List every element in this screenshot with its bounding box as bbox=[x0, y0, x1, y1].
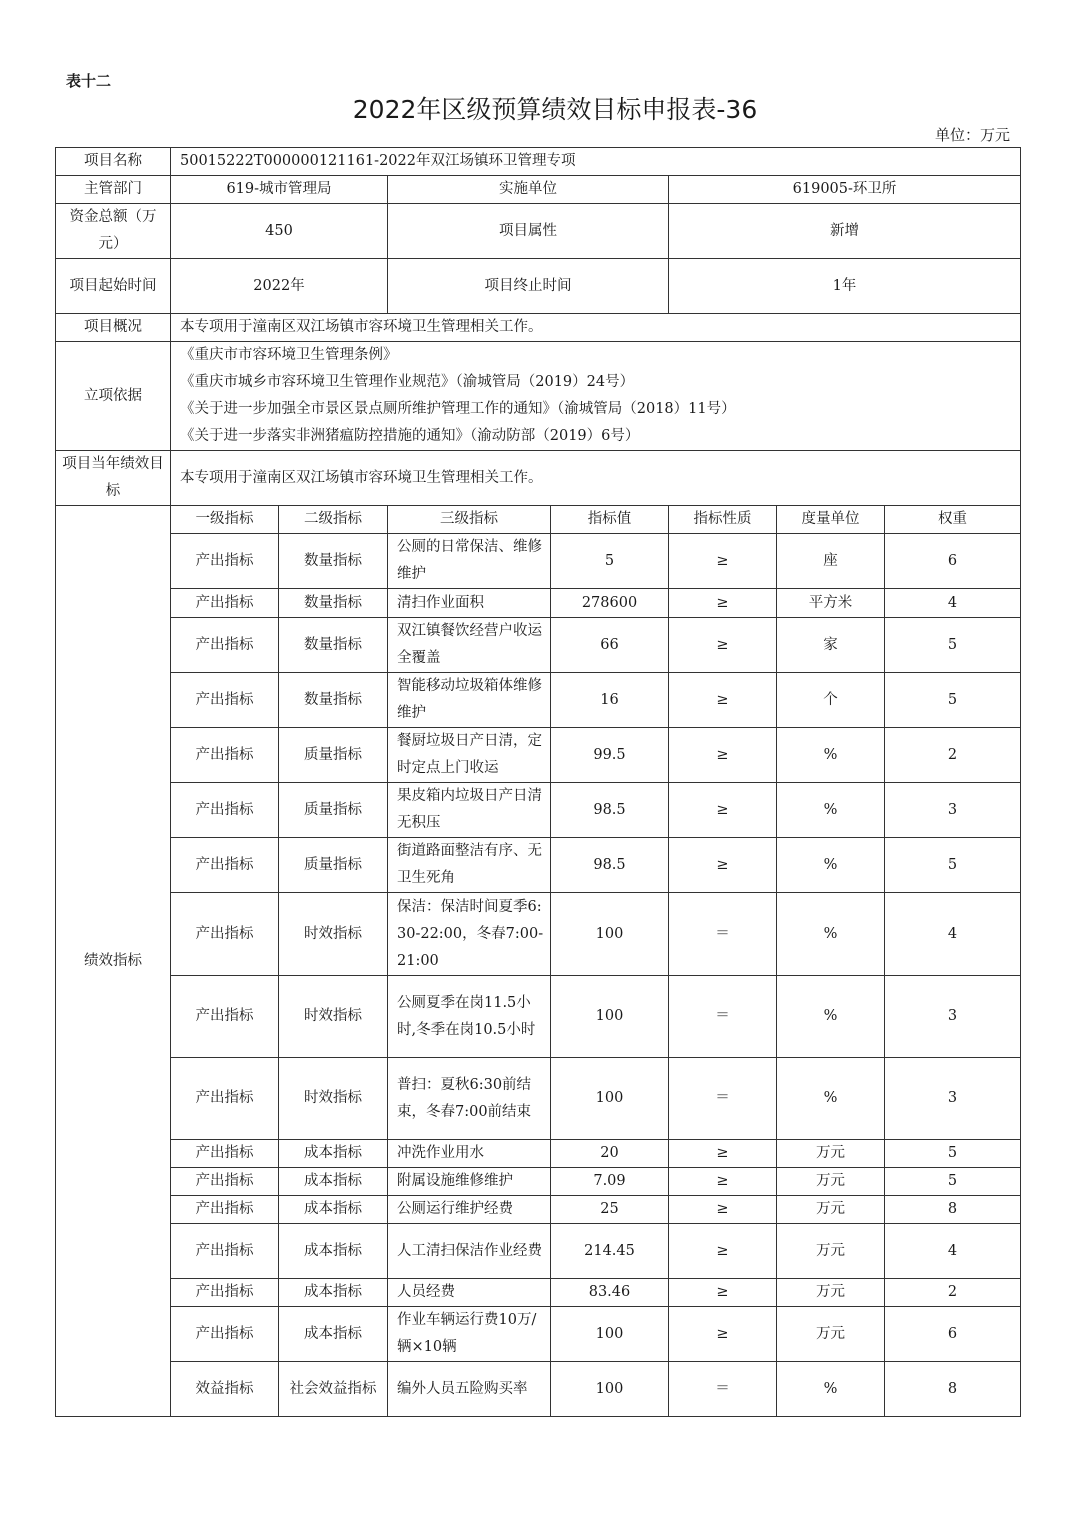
fund-value: 450 bbox=[171, 204, 388, 259]
level1-cell: 产出指标 bbox=[171, 1224, 279, 1279]
value-cell: 100 bbox=[551, 1307, 669, 1362]
level1-cell: 产出指标 bbox=[171, 728, 279, 783]
basis-item: 《重庆市城乡市容环境卫生管理作业规范》（渝城管局（2019）24号） bbox=[180, 374, 635, 390]
indicator-row bbox=[56, 728, 1021, 783]
level1-cell: 产出指标 bbox=[171, 783, 279, 838]
weight-cell: 5 bbox=[885, 1140, 1021, 1168]
nature-cell: ≥ bbox=[669, 534, 777, 589]
column-header: 二级指标 bbox=[279, 506, 388, 534]
level2-cell: 成本指标 bbox=[279, 1279, 388, 1307]
column-header: 一级指标 bbox=[171, 506, 279, 534]
attribute-label: 项目属性 bbox=[388, 204, 669, 259]
implementer-label: 实施单位 bbox=[388, 176, 669, 204]
level1-cell: 产出指标 bbox=[171, 1196, 279, 1224]
level2-cell: 数量指标 bbox=[279, 618, 388, 673]
nature-cell: ＝ bbox=[669, 1362, 777, 1417]
level2-cell: 质量指标 bbox=[279, 783, 388, 838]
column-header: 指标性质 bbox=[669, 506, 777, 534]
level3-cell: 普扫：夏秋6:30前结束，冬春7:00前结束 bbox=[388, 1058, 551, 1140]
nature-cell: ≥ bbox=[669, 1307, 777, 1362]
level3-cell: 清扫作业面积 bbox=[388, 589, 551, 618]
indicator-row bbox=[56, 534, 1021, 589]
value-cell: 66 bbox=[551, 618, 669, 673]
column-header: 三级指标 bbox=[388, 506, 551, 534]
weight-cell: 3 bbox=[885, 976, 1021, 1058]
unit-cell: 万元 bbox=[777, 1224, 885, 1279]
level3-cell: 街道路面整洁有序、无卫生死角 bbox=[388, 838, 551, 893]
value-cell: 16 bbox=[551, 673, 669, 728]
weight-cell: 8 bbox=[885, 1196, 1021, 1224]
project-name-label: 项目名称 bbox=[56, 148, 171, 176]
level2-cell: 成本指标 bbox=[279, 1196, 388, 1224]
column-header: 度量单位 bbox=[777, 506, 885, 534]
level2-cell: 成本指标 bbox=[279, 1307, 388, 1362]
indicator-row bbox=[56, 893, 1021, 976]
indicator-row bbox=[56, 618, 1021, 673]
indicator-row bbox=[56, 1362, 1021, 1417]
indicator-header-row bbox=[56, 506, 1021, 534]
weight-cell: 4 bbox=[885, 893, 1021, 976]
basis-item: 《重庆市市容环境卫生管理条例》 bbox=[180, 347, 398, 363]
value-cell: 214.45 bbox=[551, 1224, 669, 1279]
level2-cell: 质量指标 bbox=[279, 838, 388, 893]
indicator-row bbox=[56, 589, 1021, 618]
unit-cell: % bbox=[777, 728, 885, 783]
basis-item: 《关于进一步加强全市景区景点厕所维护管理工作的通知》（渝城管局（2018）11号） bbox=[180, 401, 736, 417]
level2-cell: 社会效益指标 bbox=[279, 1362, 388, 1417]
unit-cell: 万元 bbox=[777, 1196, 885, 1224]
unit-cell: 家 bbox=[777, 618, 885, 673]
row-goal bbox=[56, 451, 1021, 506]
nature-cell: ≥ bbox=[669, 783, 777, 838]
unit-cell: % bbox=[777, 783, 885, 838]
page-title: 2022年区级预算绩效目标申报表-36 bbox=[352, 95, 758, 124]
level1-cell: 产出指标 bbox=[171, 838, 279, 893]
nature-cell: ≥ bbox=[669, 618, 777, 673]
unit-cell: % bbox=[777, 838, 885, 893]
level1-cell: 产出指标 bbox=[171, 1058, 279, 1140]
attribute-value: 新增 bbox=[669, 204, 1021, 259]
level3-cell: 公厕的日常保洁、维修维护 bbox=[388, 534, 551, 589]
row-project-name bbox=[56, 148, 1021, 176]
nature-cell: ＝ bbox=[669, 976, 777, 1058]
column-header: 权重 bbox=[885, 506, 1021, 534]
unit-cell: 个 bbox=[777, 673, 885, 728]
value-cell: 98.5 bbox=[551, 783, 669, 838]
department-value: 619-城市管理局 bbox=[171, 176, 388, 204]
basis-item: 《关于进一步落实非洲猪瘟防控措施的通知》（渝动防部（2019）6号） bbox=[180, 428, 640, 444]
level1-cell: 产出指标 bbox=[171, 1307, 279, 1362]
indicator-row bbox=[56, 1224, 1021, 1279]
weight-cell: 3 bbox=[885, 783, 1021, 838]
indicators-section-label: 绩效指标 bbox=[56, 506, 171, 1417]
level2-cell: 成本指标 bbox=[279, 1224, 388, 1279]
row-department bbox=[56, 176, 1021, 204]
level2-cell: 时效指标 bbox=[279, 1058, 388, 1140]
level1-cell: 产出指标 bbox=[171, 893, 279, 976]
level3-cell: 公厕运行维护经费 bbox=[388, 1196, 551, 1224]
project-name-value: 50015222T000000121161-2022年双江场镇环卫管理专项 bbox=[171, 148, 1021, 176]
indicator-row bbox=[56, 838, 1021, 893]
unit-cell: 万元 bbox=[777, 1168, 885, 1196]
fund-label: 资金总额（万元） bbox=[56, 204, 171, 259]
indicator-row bbox=[56, 1307, 1021, 1362]
basis-list bbox=[171, 342, 1021, 451]
indicator-row bbox=[56, 673, 1021, 728]
end-time-label: 项目终止时间 bbox=[388, 259, 669, 314]
indicator-row bbox=[56, 976, 1021, 1058]
unit-cell: % bbox=[777, 976, 885, 1058]
unit-cell: 平方米 bbox=[777, 589, 885, 618]
level3-cell: 人员经费 bbox=[388, 1279, 551, 1307]
level1-cell: 产出指标 bbox=[171, 589, 279, 618]
overview-label: 项目概况 bbox=[56, 314, 171, 342]
level3-cell: 果皮箱内垃圾日产日清无积压 bbox=[388, 783, 551, 838]
level1-cell: 产出指标 bbox=[171, 1279, 279, 1307]
row-period bbox=[56, 259, 1021, 314]
indicator-row bbox=[56, 1168, 1021, 1196]
weight-cell: 5 bbox=[885, 673, 1021, 728]
value-cell: 100 bbox=[551, 1362, 669, 1417]
indicator-row bbox=[56, 1196, 1021, 1224]
value-cell: 83.46 bbox=[551, 1279, 669, 1307]
level3-cell: 冲洗作业用水 bbox=[388, 1140, 551, 1168]
value-cell: 278600 bbox=[551, 589, 669, 618]
department-label: 主管部门 bbox=[56, 176, 171, 204]
weight-cell: 4 bbox=[885, 589, 1021, 618]
weight-cell: 5 bbox=[885, 838, 1021, 893]
level1-cell: 产出指标 bbox=[171, 534, 279, 589]
start-time-value: 2022年 bbox=[171, 259, 388, 314]
level2-cell: 数量指标 bbox=[279, 534, 388, 589]
level1-cell: 产出指标 bbox=[171, 673, 279, 728]
goal-label: 项目当年绩效目标 bbox=[56, 451, 171, 506]
goal-value: 本专项用于潼南区双江场镇市容环境卫生管理相关工作。 bbox=[171, 451, 1021, 506]
weight-cell: 8 bbox=[885, 1362, 1021, 1417]
value-cell: 20 bbox=[551, 1140, 669, 1168]
unit-cell: % bbox=[777, 1058, 885, 1140]
level3-cell: 编外人员五险购买率 bbox=[388, 1362, 551, 1417]
level2-cell: 时效指标 bbox=[279, 893, 388, 976]
value-cell: 100 bbox=[551, 893, 669, 976]
nature-cell: ≥ bbox=[669, 728, 777, 783]
level2-cell: 成本指标 bbox=[279, 1168, 388, 1196]
weight-cell: 5 bbox=[885, 1168, 1021, 1196]
level1-cell: 产出指标 bbox=[171, 1168, 279, 1196]
indicator-row bbox=[56, 1279, 1021, 1307]
basis-label: 立项依据 bbox=[56, 342, 171, 451]
nature-cell: ≥ bbox=[669, 1224, 777, 1279]
level1-cell: 产出指标 bbox=[171, 618, 279, 673]
weight-cell: 2 bbox=[885, 1279, 1021, 1307]
nature-cell: ≥ bbox=[669, 673, 777, 728]
value-cell: 100 bbox=[551, 976, 669, 1058]
weight-cell: 6 bbox=[885, 1307, 1021, 1362]
value-cell: 99.5 bbox=[551, 728, 669, 783]
level3-cell: 公厕夏季在岗11.5小时,冬季在岗10.5小时 bbox=[388, 976, 551, 1058]
weight-cell: 3 bbox=[885, 1058, 1021, 1140]
weight-cell: 4 bbox=[885, 1224, 1021, 1279]
weight-cell: 5 bbox=[885, 618, 1021, 673]
level3-cell: 附属设施维修维护 bbox=[388, 1168, 551, 1196]
value-cell: 25 bbox=[551, 1196, 669, 1224]
unit-cell: % bbox=[777, 1362, 885, 1417]
nature-cell: ≥ bbox=[669, 1279, 777, 1307]
row-overview bbox=[56, 314, 1021, 342]
level2-cell: 数量指标 bbox=[279, 673, 388, 728]
nature-cell: ≥ bbox=[669, 1140, 777, 1168]
nature-cell: ≥ bbox=[669, 1168, 777, 1196]
nature-cell: ＝ bbox=[669, 893, 777, 976]
level2-cell: 数量指标 bbox=[279, 589, 388, 618]
nature-cell: ≥ bbox=[669, 838, 777, 893]
level2-cell: 质量指标 bbox=[279, 728, 388, 783]
indicator-row bbox=[56, 783, 1021, 838]
unit-cell: 万元 bbox=[777, 1279, 885, 1307]
level3-cell: 人工清扫保洁作业经费 bbox=[388, 1224, 551, 1279]
nature-cell: ≥ bbox=[669, 589, 777, 618]
unit-cell: % bbox=[777, 893, 885, 976]
level1-cell: 产出指标 bbox=[171, 976, 279, 1058]
end-time-value: 1年 bbox=[669, 259, 1021, 314]
row-fund bbox=[56, 204, 1021, 259]
indicator-row bbox=[56, 1140, 1021, 1168]
weight-cell: 2 bbox=[885, 728, 1021, 783]
value-cell: 7.09 bbox=[551, 1168, 669, 1196]
implementer-value: 619005-环卫所 bbox=[669, 176, 1021, 204]
level1-cell: 产出指标 bbox=[171, 1140, 279, 1168]
row-basis bbox=[56, 342, 1021, 451]
value-cell: 5 bbox=[551, 534, 669, 589]
weight-cell: 6 bbox=[885, 534, 1021, 589]
level3-cell: 作业车辆运行费10万/辆×10辆 bbox=[388, 1307, 551, 1362]
level3-cell: 双江镇餐饮经营户收运全覆盖 bbox=[388, 618, 551, 673]
level3-cell: 保洁：保洁时间夏季6:30-22:00，冬春7:00-21:00 bbox=[388, 893, 551, 976]
unit-cell: 万元 bbox=[777, 1140, 885, 1168]
level2-cell: 成本指标 bbox=[279, 1140, 388, 1168]
value-cell: 98.5 bbox=[551, 838, 669, 893]
indicator-row bbox=[56, 1058, 1021, 1140]
level2-cell: 时效指标 bbox=[279, 976, 388, 1058]
nature-cell: ＝ bbox=[669, 1058, 777, 1140]
start-time-label: 项目起始时间 bbox=[56, 259, 171, 314]
unit-cell: 座 bbox=[777, 534, 885, 589]
table-number: 表十二 bbox=[66, 72, 112, 90]
column-header: 指标值 bbox=[551, 506, 669, 534]
nature-cell: ≥ bbox=[669, 1196, 777, 1224]
unit-cell: 万元 bbox=[777, 1307, 885, 1362]
level1-cell: 效益指标 bbox=[171, 1362, 279, 1417]
level3-cell: 智能移动垃圾箱体维修维护 bbox=[388, 673, 551, 728]
unit-note: 单位：万元 bbox=[934, 126, 1010, 144]
overview-value: 本专项用于潼南区双江场镇市容环境卫生管理相关工作。 bbox=[171, 314, 1021, 342]
budget-performance-table bbox=[55, 147, 1021, 1417]
value-cell: 100 bbox=[551, 1058, 669, 1140]
level3-cell: 餐厨垃圾日产日清，定时定点上门收运 bbox=[388, 728, 551, 783]
